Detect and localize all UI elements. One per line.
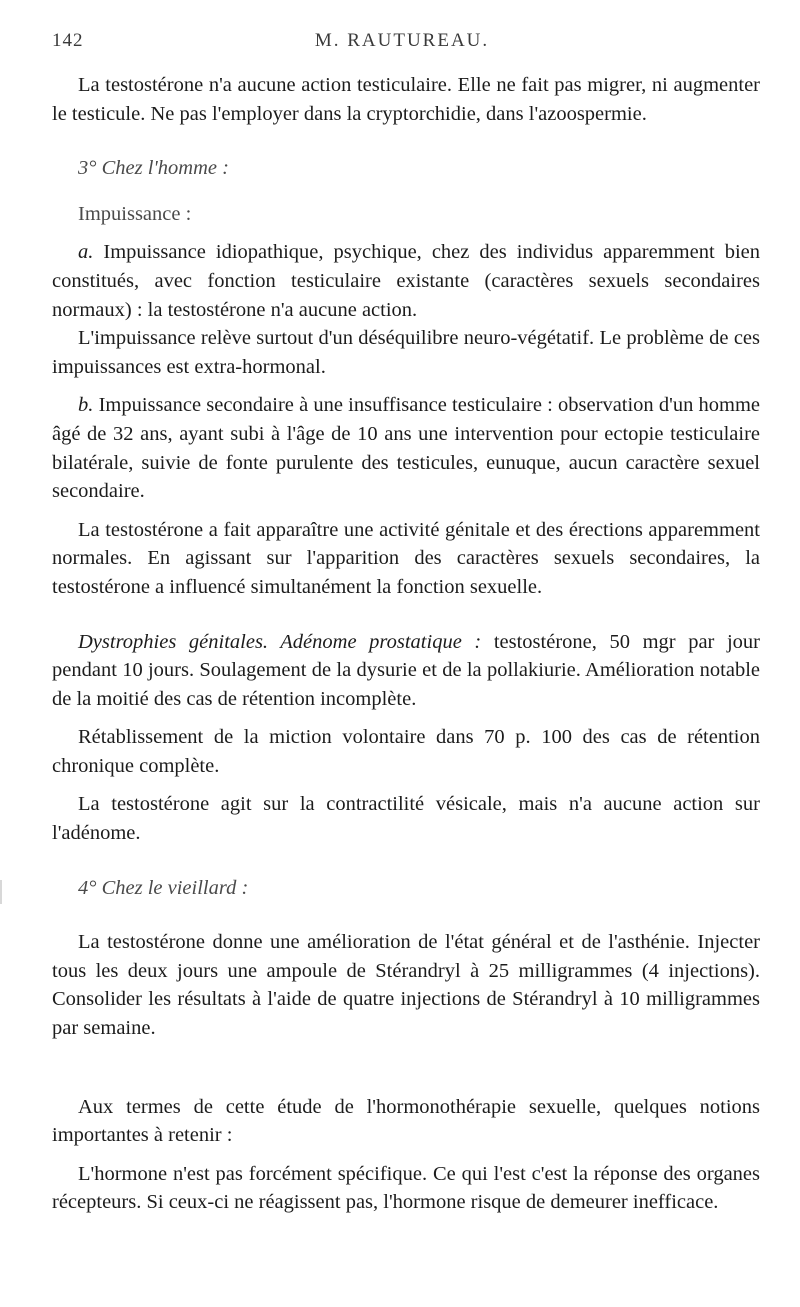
dystrophies-paragraph	[52, 628, 760, 714]
miction-paragraph: Rétablissement de la miction volontaire dans 70 p. 100 des cas de rétention chronique complète.	[52, 726, 760, 777]
item-letter-a: a.	[78, 241, 94, 264]
testicle-paragraph: La testostérone n'a aucune action testiculaire. Elle ne fait pas migrer, ni augmenter le testicule. Ne pas l'employer dans la cryptorchidie, dans l'azoospermie.	[52, 74, 760, 125]
impotence-heading: Impuissance :	[78, 202, 192, 225]
conclusion-intro: Aux termes de cette étude de l'hormonothérapie sexuelle, quelques notions importantes à retenir :	[52, 1095, 760, 1147]
impotence-a-followup: L'impuissance relève surtout d'un déséquilibre neuro-végétatif. Le problème de ces impuissances est extra-hormonal.	[52, 327, 760, 378]
contractility-paragraph: La testostérone agit sur la contractilité vésicale, mais n'a aucune action sur l'adénome.	[52, 793, 760, 845]
dystrophies-text: testostérone, 50 mgr par jour pendant 10 jours. Soulagement de la dysurie et de la pollakiurie. Amélioration notable de la moitié des cas de rétention incomplète.	[52, 630, 760, 710]
running-head-author: M. RAUTUREAU.	[314, 30, 490, 51]
impotence-b-paragraph	[52, 391, 760, 505]
elderly-paragraph: La testostérone donne une amélioration de l'état général et de l'asthénie. Injecter tous les deux jours une ampoule de Stérandryl à 25 milligrammes (4 injections). Consolider les résultats à l'aide de quatre injections de Stérandryl à 10 milligrammes par semaine.	[52, 931, 760, 1040]
page-body	[52, 71, 760, 1217]
impotence-b-followup: La testostérone a fait apparaître une activité génitale et des érections apparemment normales. En agissant sur l'apparition des caractères sexuels secondaires, la testostérone a influencé simultanément la fonction sexuelle.	[52, 518, 760, 598]
impotence-a-text: Impuissance idiopathique, psychique, chez des individus apparemment bien constitués, avec fonction testiculaire existante (caractères sexuels secondaires normaux) : la testostérone n'a aucune action.	[52, 241, 760, 321]
section-heading-elderly: 4° Chez le vieillard :	[78, 876, 249, 899]
conclusion-point: L'hormone n'est pas forcément spécifique. Ce qui l'est c'est la réponse des organes récepteurs. Si ceux-ci ne réagissent pas, l'hormone risque de demeurer inefficace.	[52, 1162, 760, 1214]
item-letter-b: b.	[78, 394, 94, 417]
scan-edge-mark	[0, 880, 2, 904]
running-head	[52, 30, 752, 56]
dystrophies-heading: Dystrophies génitales. Adénome prostatique :	[78, 630, 482, 653]
page-number: 142	[52, 30, 84, 51]
section-heading-man: 3° Chez l'homme :	[78, 157, 229, 180]
impotence-a-paragraph	[52, 238, 760, 324]
impotence-b-text: Impuissance secondaire à une insuffisance testiculaire : observation d'un homme âgé de 32 ans, ayant subi à l'âge de 10 ans une intervention pour ectopie testiculaire bilatérale, suivie de fonte purulente des testicules, eunuque, aucun caractère sexuel secondaire.	[52, 394, 760, 503]
